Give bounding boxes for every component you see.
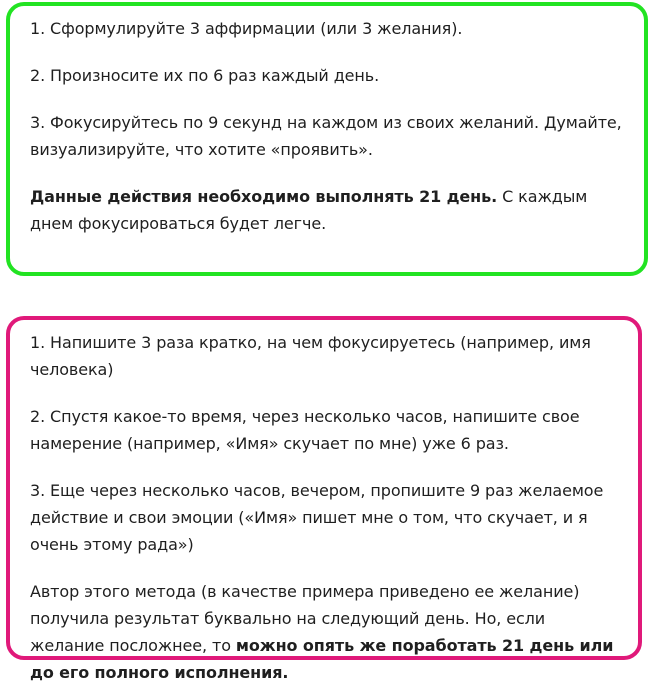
green-step-3: 3. Фокусируйтесь по 9 секунд на каждом из своих желаний. Думайте, визуализируйте, что хотите «проявить». bbox=[30, 113, 622, 159]
green-step-2: 2. Произносите их по 6 раз каждый день. bbox=[30, 66, 380, 85]
pink-step-3: 3. Еще через несколько часов, вечером, пропишите 9 раз желаемое действие и свои эмоции («Имя» пишет мне о том, что скучает, и я очень этому рада») bbox=[30, 481, 604, 554]
pink-note-text: Автор этого метода (в качестве примера приведено ее желание) получила результат буквально на следующий день. Но, если желание посложнее, то bbox=[30, 582, 580, 655]
green-note bbox=[30, 183, 630, 237]
green-instruction-box bbox=[6, 2, 648, 276]
pink-step-2: 2. Спустя какое-то время, через несколько часов, напишите свое намерение (например, «Имя» скучает по мне) уже 6 раз. bbox=[30, 407, 580, 453]
green-step-1: 1. Сформулируйте 3 аффирмации (или 3 желания). bbox=[30, 19, 463, 38]
pink-note-bold: можно опять же поработать 21 день или до его полного исполнения. bbox=[30, 636, 614, 682]
green-note-text: С каждым днем фокусироваться будет легче. bbox=[30, 187, 588, 233]
pink-note bbox=[30, 578, 624, 686]
pink-step-1: 1. Напишите 3 раза кратко, на чем фокусируетесь (например, имя человека) bbox=[30, 333, 591, 379]
pink-instruction-box bbox=[6, 316, 642, 682]
green-note-bold: Данные действия необходимо выполнять 21 день. bbox=[30, 187, 498, 206]
